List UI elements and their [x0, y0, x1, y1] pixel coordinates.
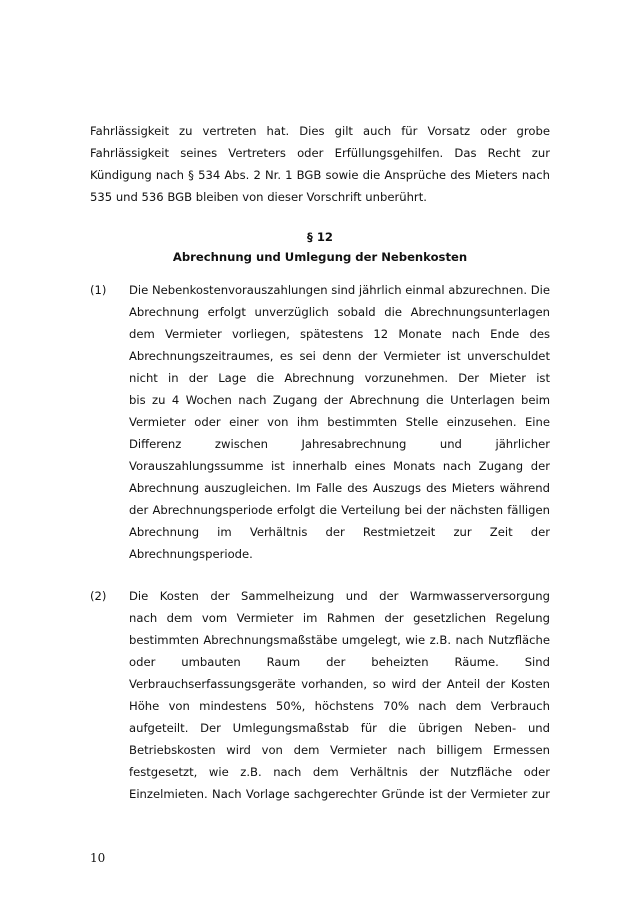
paragraph-label: (1): [90, 283, 107, 297]
text-line: Höhe von mindestens 50%, höchstens 70% nach dem Verbrauch: [129, 699, 550, 713]
paragraph-body: [129, 585, 550, 805]
text-line: Abrechnungsperiode.: [129, 547, 253, 561]
paragraph-label: (2): [90, 589, 107, 603]
text-line: Abrechnung auszugleichen. Im Falle des Auszugs des Mieters während: [129, 481, 550, 495]
text-line: oder umbauten Raum der beheizten Räume. Sind: [129, 655, 550, 669]
text-line: Vermieter oder einer von ihm bestimmten Stelle einzusehen. Eine: [129, 415, 550, 429]
paragraph-body: [129, 279, 550, 565]
section-number: § 12: [307, 230, 333, 244]
text-line: Die Nebenkostenvorauszahlungen sind jährlich einmal abzurechnen. Die: [129, 283, 550, 297]
text-line: Fahrlässigkeit seines Vertreters oder Erfüllungsgehilfen. Das Recht zur: [90, 146, 550, 160]
page-number: 10: [90, 851, 106, 865]
text-line: dem Vermieter vorliegen, spätestens 12 Monate nach Ende des: [129, 327, 550, 341]
text-line: Abrechnung erfolgt unverzüglich sobald die Abrechnungsunterlagen: [129, 305, 550, 319]
text-line: nicht in der Lage die Abrechnung vorzunehmen. Der Mieter ist: [129, 371, 550, 385]
text-line: Verbrauchserfassungsgeräte vorhanden, so wird der Anteil der Kosten: [129, 677, 550, 691]
section-title: Abrechnung und Umlegung der Nebenkosten: [172, 250, 468, 264]
text-line: Differenz zwischen Jahresabrechnung und jährlicher: [129, 437, 550, 451]
text-line: Die Kosten der Sammelheizung und der Warmwasserversorgung: [129, 589, 550, 603]
text-line: nach dem vom Vermieter im Rahmen der gesetzlichen Regelung: [129, 611, 550, 625]
text-line: Einzelmieten. Nach Vorlage sachgerechter Gründe ist der Vermieter zur: [129, 787, 550, 801]
text-line: Vorauszahlungssumme ist innerhalb eines Monats nach Zugang der: [129, 459, 550, 473]
section-heading: [90, 227, 550, 267]
intro-paragraph: [90, 120, 550, 208]
text-line: bestimmten Abrechnungsmaßstäbe umgelegt, wie z.B. nach Nutzfläche: [129, 633, 550, 647]
text-line: Abrechnung im Verhältnis der Restmietzeit zur Zeit der: [129, 525, 550, 539]
text-line: Fahrlässigkeit zu vertreten hat. Dies gilt auch für Vorsatz oder grobe: [90, 124, 550, 138]
text-line: festgesetzt, wie z.B. nach dem Verhältnis der Nutzfläche oder: [129, 765, 550, 779]
text-line: Abrechnungszeitraumes, es sei denn der Vermieter ist unverschuldet: [129, 349, 550, 363]
text-line: aufgeteilt. Der Umlegungsmaßstab für die übrigen Neben- und: [129, 721, 550, 735]
text-line: der Abrechnungsperiode erfolgt die Verteilung bei der nächsten fälligen: [129, 503, 550, 517]
text-line: 535 und 536 BGB bleiben von dieser Vorschrift unberührt.: [90, 190, 427, 204]
text-line: Kündigung nach § 534 Abs. 2 Nr. 1 BGB sowie die Ansprüche des Mieters nach: [90, 168, 550, 182]
text-line: bis zu 4 Wochen nach Zugang der Abrechnung die Unterlagen beim: [129, 393, 550, 407]
text-line: Betriebskosten wird von dem Vermieter nach billigem Ermessen: [129, 743, 550, 757]
